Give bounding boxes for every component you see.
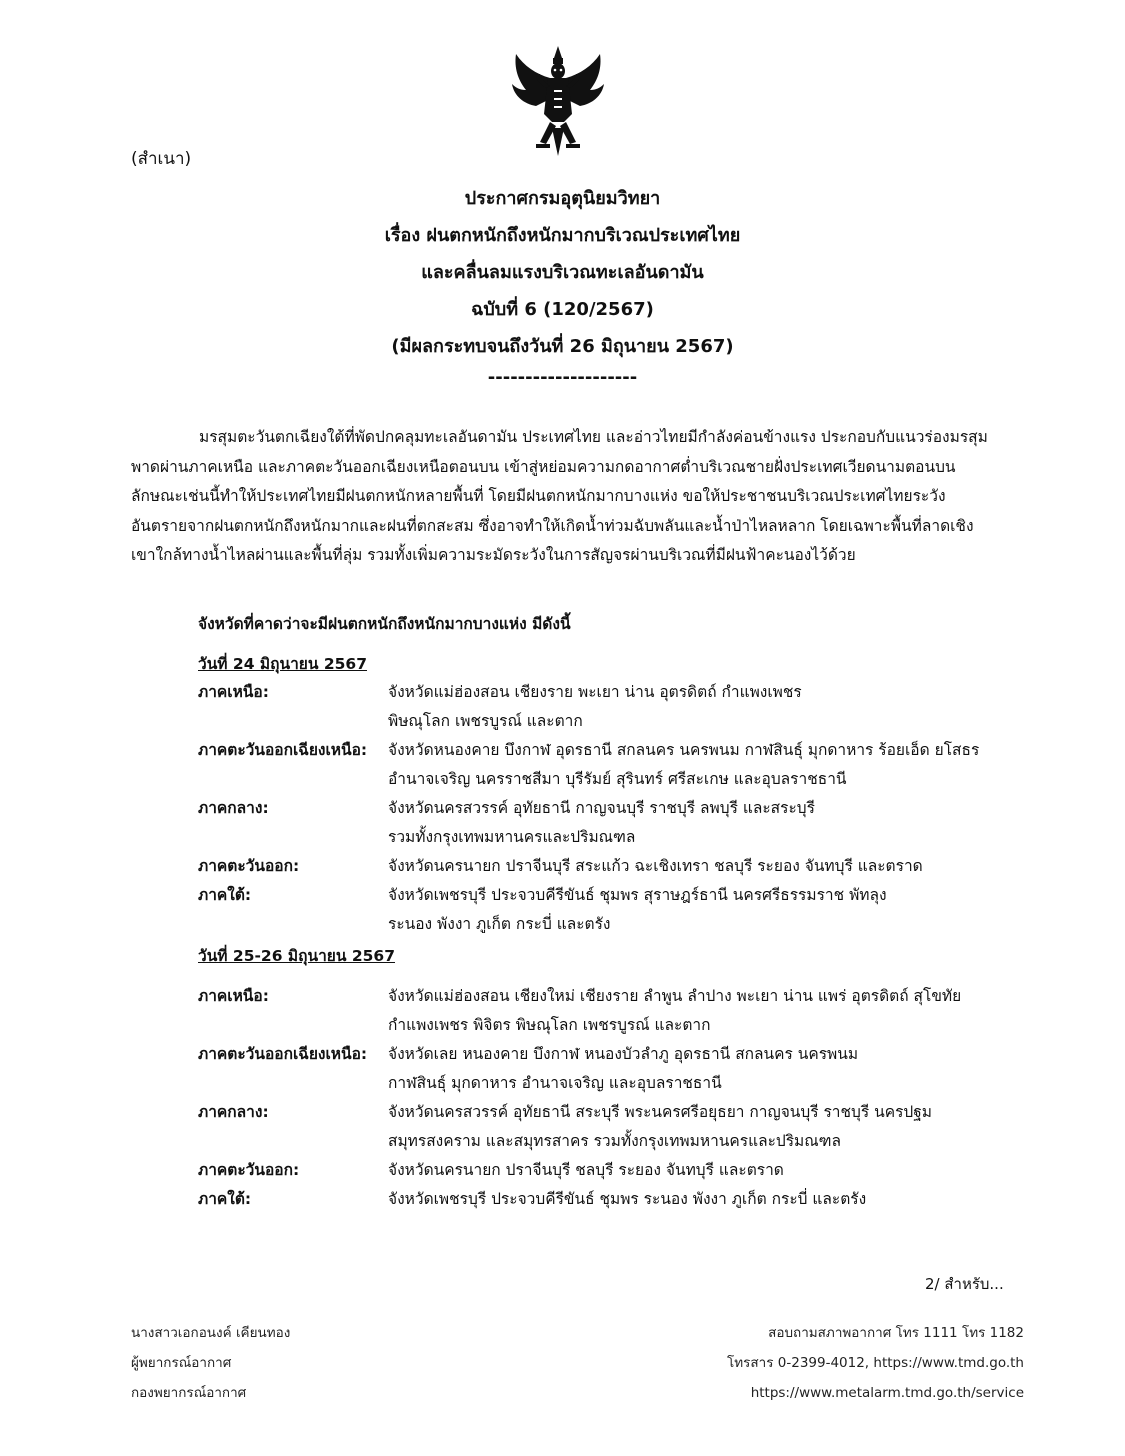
- region-provinces: สมุทรสงคราม และสมุทรสาคร รวมทั้งกรุงเทพมหานครและปริมณฑล: [388, 1132, 842, 1150]
- region-provinces: อำนาจเจริญ นครราชสีมา บุรีรัมย์ สุรินทร์ ศรีสะเกษ และอุบลราชธานี: [388, 770, 847, 788]
- body-paragraph: [131, 423, 1011, 571]
- region-row: [198, 678, 979, 736]
- day-label: วันที่ 24 มิถุนายน 2567: [198, 655, 367, 673]
- region-provinces: จังหวัดแม่ฮ่องสอน เชียงใหม่ เชียงราย ลำพูน ลำปาง พะเยา น่าน แพร่ อุตรดิตถ์ สุโขทัย: [388, 987, 962, 1005]
- paragraph-line: เขาใกล้ทางน้ำไหลผ่านและพื้นที่ลุ่ม รวมทั้งเพิ่มความระมัดระวังในการสัญจรผ่านบริเวณที่มีฝนฟ้าคะนองไว้ด้วย: [131, 546, 856, 564]
- region-provinces: กำแพงเพชร พิจิตร พิษณุโลก เพชรบูรณ์ และตาก: [388, 1016, 711, 1034]
- region-name: ภาคตะวันออก:: [198, 857, 300, 875]
- region-row: [198, 1156, 961, 1185]
- paragraph-line: พาดผ่านภาคเหนือ และภาคตะวันออกเฉียงเหนือตอนบน เข้าสู่หย่อมความกดอากาศต่ำบริเวณชายฝั่งประเทศเวียดนามตอนบน: [131, 457, 956, 476]
- announcement-title: [0, 180, 1125, 391]
- region-row: [198, 1040, 961, 1098]
- region-name: ภาคเหนือ:: [198, 987, 269, 1005]
- region-provinces: จังหวัดนครสวรรค์ อุทัยธานี กาญจนบุรี ราชบุรี ลพบุรี และสระบุรี: [388, 799, 815, 817]
- region-provinces: จังหวัดเพชรบุรี ประจวบคีรีขันธ์ ชุมพร สุราษฎร์ธานี นครศรีธรรมราช พัทลุง: [388, 886, 887, 904]
- copy-mark: (สำเนา): [131, 149, 192, 169]
- region-name: ภาคกลาง:: [198, 1103, 269, 1121]
- forecaster-signature: [131, 1318, 290, 1408]
- region-name: ภาคเหนือ:: [198, 683, 269, 701]
- region-provinces: รวมทั้งกรุงเทพมหานครและปริมณฑล: [388, 828, 636, 846]
- day-label: วันที่ 25-26 มิถุนายน 2567: [198, 947, 395, 965]
- region-name: ภาคตะวันออกเฉียงเหนือ:: [198, 741, 368, 759]
- contact-info: [727, 1318, 1024, 1408]
- title-line: และคลื่นลมแรงบริเวณทะเลอันดามัน: [421, 262, 704, 283]
- region-row: [198, 1098, 961, 1156]
- region-name: ภาคใต้:: [198, 1190, 252, 1208]
- region-provinces: จังหวัดนครนายก ปราจีนบุรี ชลบุรี ระยอง จันทบุรี และตราด: [388, 1161, 784, 1179]
- region-provinces: ระนอง พังงา ภูเก็ต กระบี่ และตรัง: [388, 915, 611, 933]
- region-provinces: จังหวัดนครสวรรค์ อุทัยธานี สระบุรี พระนครศรีอยุธยา กาญจนบุรี ราชบุรี นครปฐม: [388, 1103, 933, 1121]
- region-provinces: จังหวัดนครนายก ปราจีนบุรี สระแก้ว ฉะเชิงเทรา ชลบุรี ระยอง จันทบุรี และตราด: [388, 857, 923, 875]
- region-provinces: จังหวัดหนองคาย บึงกาฬ อุดรธานี สกลนคร นครพนม กาฬสินธุ์ มุกดาหาร ร้อยเอ็ด ยโสธร: [388, 741, 980, 759]
- garuda-emblem-icon: [510, 44, 606, 160]
- region-name: ภาคตะวันออกเฉียงเหนือ:: [198, 1045, 368, 1063]
- forecast-day-block: [198, 650, 979, 939]
- region-name: ภาคตะวันออก:: [198, 1161, 300, 1179]
- forecaster-role: ผู้พยากรณ์อากาศ: [131, 1355, 232, 1371]
- region-provinces: จังหวัดแม่ฮ่องสอน เชียงราย พะเยา น่าน อุตรดิตถ์ กำแพงเพชร: [388, 683, 802, 701]
- contact-fax-website[interactable]: โทรสาร 0-2399-4012, https://www.tmd.go.th: [727, 1355, 1024, 1371]
- forecast-day-block: [198, 942, 961, 1214]
- region-provinces: จังหวัดเลย หนองคาย บึงกาฬ หนองบัวลำภู อุดรธานี สกลนคร นครพนม: [388, 1045, 859, 1063]
- title-line: เรื่อง ฝนตกหนักถึงหนักมากบริเวณประเทศไทย: [384, 225, 741, 246]
- region-row: [198, 881, 979, 939]
- title-line: ประกาศกรมอุตุนิยมวิทยา: [464, 188, 661, 209]
- forecaster-division: กองพยากรณ์อากาศ: [131, 1385, 247, 1401]
- region-row: [198, 852, 979, 881]
- region-row: [198, 794, 979, 852]
- provinces-subheading: จังหวัดที่คาดว่าจะมีฝนตกหนักถึงหนักมากบางแห่ง มีดังนี้: [198, 615, 571, 633]
- region-name: ภาคใต้:: [198, 886, 252, 904]
- title-line: (มีผลกระทบจนถึงวันที่ 26 มิถุนายน 2567): [391, 336, 734, 357]
- contact-service-link[interactable]: https://www.metalarm.tmd.go.th/service: [750, 1385, 1024, 1401]
- region-row: [198, 1185, 961, 1214]
- forecaster-name: นางสาวเอกอนงค์ เคียนทอง: [131, 1325, 291, 1341]
- paragraph-line: ลักษณะเช่นนี้ทำให้ประเทศไทยมีฝนตกหนักหลายพื้นที่ โดยมีฝนตกหนักมากบางแห่ง ขอให้ประชาชนบริเวณประเทศไทยระวัง: [131, 487, 946, 505]
- region-provinces: กาฬสินธุ์ มุกดาหาร อำนาจเจริญ และอุบลราชธานี: [388, 1074, 722, 1092]
- paragraph-line: มรสุมตะวันตกเฉียงใต้ที่พัดปกคลุมทะเลอันดามัน ประเทศไทย และอ่าวไทยมีกำลังค่อนข้างแรง ประกอบกับแนวร่องมรสุม: [199, 428, 988, 446]
- region-row: [198, 982, 961, 1040]
- paragraph-line: อันตรายจากฝนตกหนักถึงหนักมากและฝนที่ตกสะสม ซึ่งอาจทำให้เกิดน้ำท่วมฉับพลันและน้ำป่าไหลหลาก โดยเฉพาะพื้นที่ลาดเชิง: [131, 516, 974, 535]
- contact-phone: สอบถามสภาพอากาศ โทร 1111 โทร 1182: [768, 1325, 1024, 1341]
- region-provinces: พิษณุโลก เพชรบูรณ์ และตาก: [388, 712, 583, 730]
- continued-marker: 2/ สำหรับ...: [925, 1275, 1004, 1293]
- title-line: ฉบับที่ 6 (120/2567): [471, 299, 654, 320]
- region-row: [198, 736, 979, 794]
- title-separator: --------------------: [487, 367, 638, 388]
- region-name: ภาคกลาง:: [198, 799, 269, 817]
- region-provinces: จังหวัดเพชรบุรี ประจวบคีรีขันธ์ ชุมพร ระนอง พังงา ภูเก็ต กระบี่ และตรัง: [388, 1190, 867, 1208]
